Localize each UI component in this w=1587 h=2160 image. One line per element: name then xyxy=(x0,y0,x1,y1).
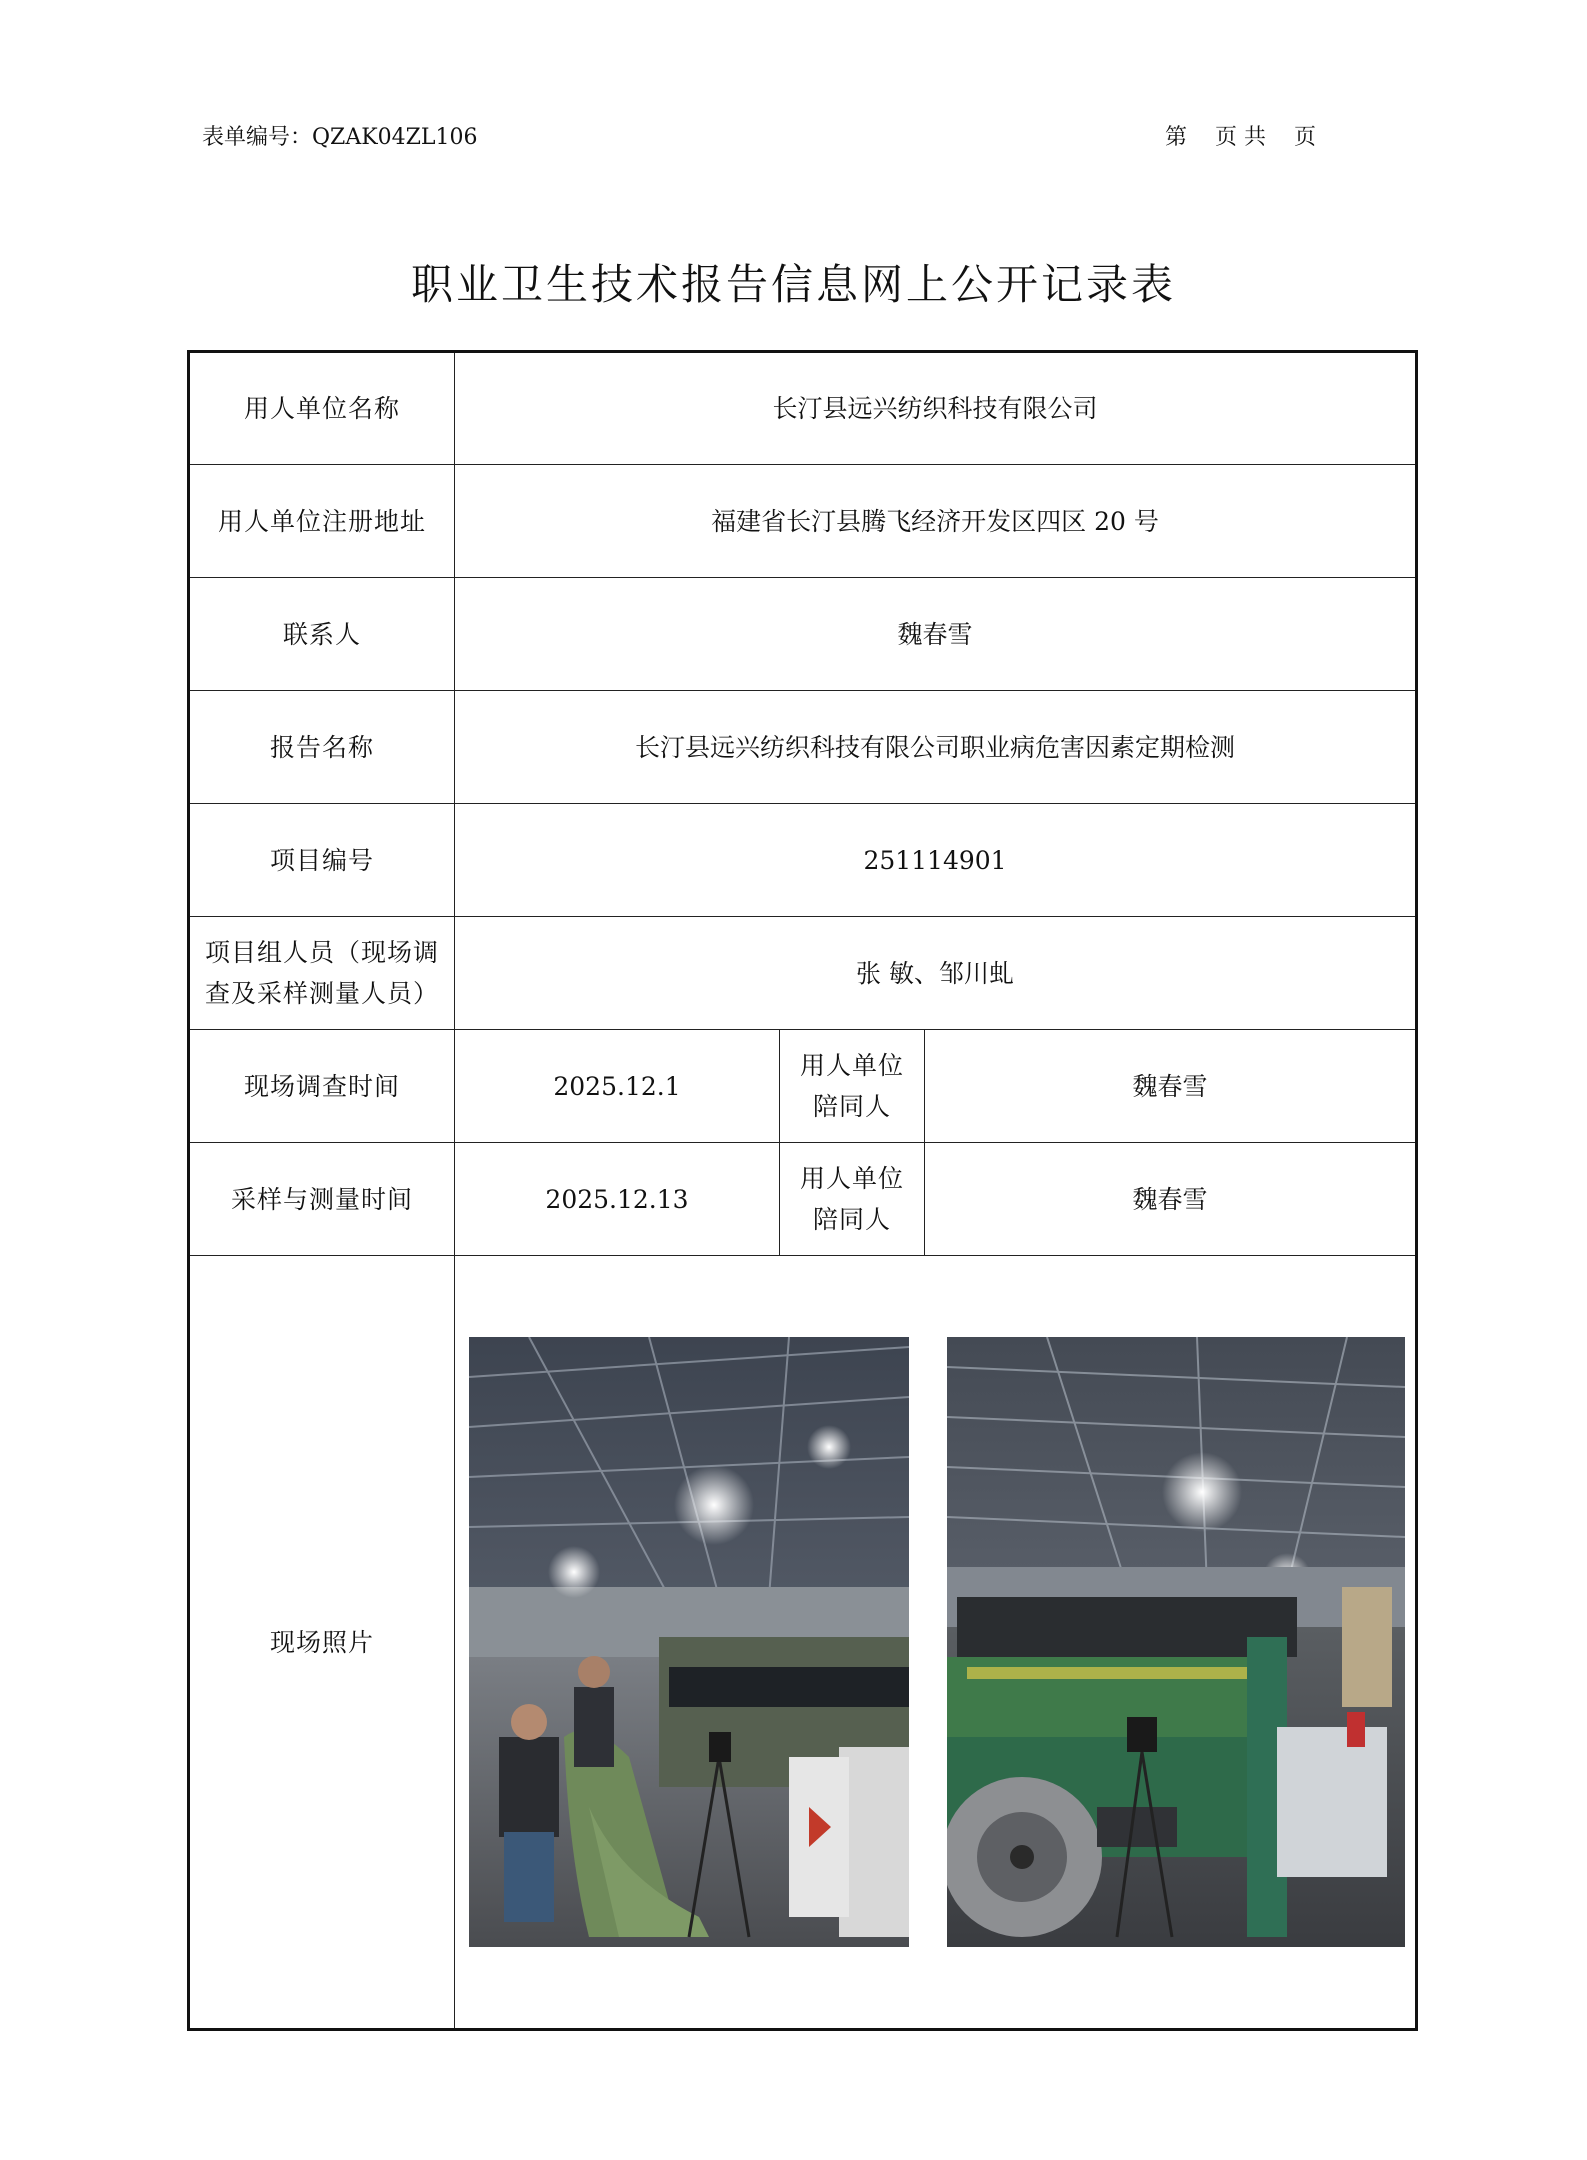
site-photo-2 xyxy=(947,1337,1405,1947)
photo-gallery xyxy=(463,1337,1407,1947)
sampling-escort-label-line1: 用人单位 xyxy=(799,1164,904,1193)
survey-time-label: 现场调查时间 xyxy=(189,1030,455,1143)
factory-photo-image xyxy=(947,1337,1405,1947)
contact-label: 联系人 xyxy=(189,578,455,691)
row-sampling-time xyxy=(189,1143,1417,1256)
sampling-time-value: 2025.12.13 xyxy=(455,1143,780,1256)
record-table xyxy=(187,350,1418,2031)
project-no-value: 251114901 xyxy=(455,804,1417,917)
team-label-line1: 项目组人员（现场调 xyxy=(204,938,439,967)
row-photos xyxy=(189,1256,1417,2030)
row-team xyxy=(189,917,1417,1030)
sampling-time-label: 采样与测量时间 xyxy=(189,1143,455,1256)
team-label xyxy=(189,917,455,1030)
sampling-escort-label xyxy=(780,1143,925,1256)
site-photo-1 xyxy=(469,1337,909,1947)
form-number: 表单编号：QZAK04ZL106 xyxy=(202,125,478,150)
address-label: 用人单位注册地址 xyxy=(189,465,455,578)
row-address xyxy=(189,465,1417,578)
contact-value: 魏春雪 xyxy=(455,578,1417,691)
survey-escort-label-line1: 用人单位 xyxy=(799,1051,904,1080)
document-title: 职业卫生技术报告信息网上公开记录表 xyxy=(410,260,1176,309)
company-label: 用人单位名称 xyxy=(189,352,455,465)
team-value: 张 敏、邹川虬 xyxy=(455,917,1417,1030)
row-company xyxy=(189,352,1417,465)
sampling-escort-value: 魏春雪 xyxy=(925,1143,1417,1256)
factory-photo-image xyxy=(469,1337,909,1947)
sampling-escort-label-line2: 陪同人 xyxy=(812,1205,891,1234)
row-contact xyxy=(189,578,1417,691)
photo-label: 现场照片 xyxy=(189,1256,455,2030)
page-number: 第 页 共 页 xyxy=(1165,125,1316,150)
address-value: 福建省长汀县腾飞经济开发区四区 20 号 xyxy=(455,465,1417,578)
survey-time-value: 2025.12.1 xyxy=(455,1030,780,1143)
survey-escort-label-line2: 陪同人 xyxy=(812,1092,891,1121)
project-no-label: 项目编号 xyxy=(189,804,455,917)
report-value: 长汀县远兴纺织科技有限公司职业病危害因素定期检测 xyxy=(455,691,1417,804)
team-label-line2: 查及采样测量人员） xyxy=(204,979,439,1008)
report-label: 报告名称 xyxy=(189,691,455,804)
photo-cell xyxy=(455,1256,1417,2030)
row-project-no xyxy=(189,804,1417,917)
company-value: 长汀县远兴纺织科技有限公司 xyxy=(455,352,1417,465)
survey-escort-value: 魏春雪 xyxy=(925,1030,1417,1143)
row-report xyxy=(189,691,1417,804)
row-survey-time xyxy=(189,1030,1417,1143)
survey-escort-label xyxy=(780,1030,925,1143)
